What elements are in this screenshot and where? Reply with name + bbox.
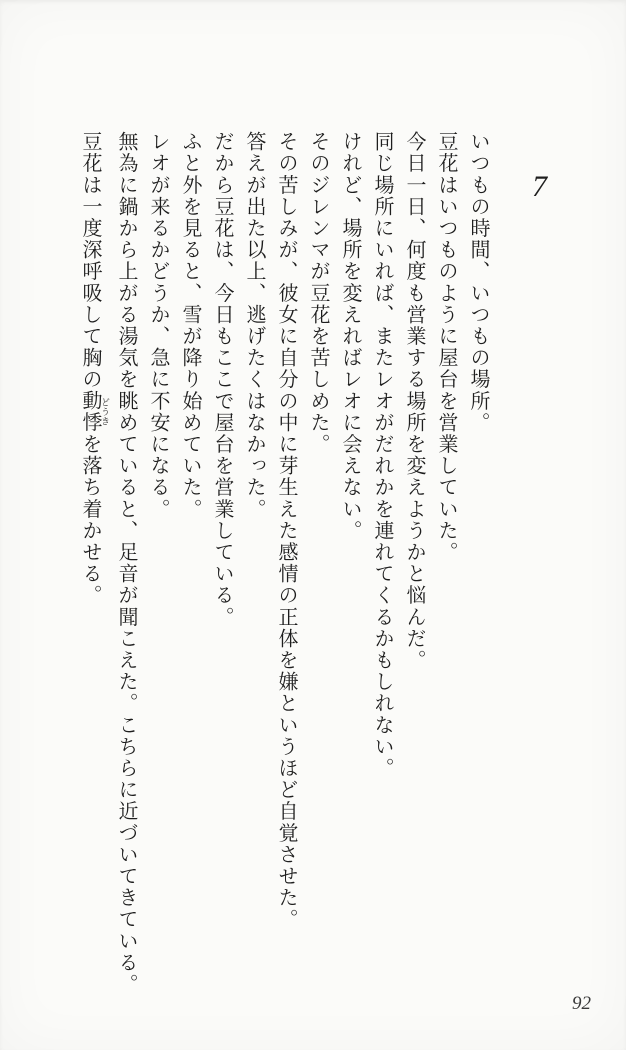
ruby-word <box>79 390 110 434</box>
paragraph: 今日一日、何度も営業する場所を変えようかと悩んだ。 <box>403 131 425 671</box>
paragraph: 同じ場所にいれば、またレオがだれかを連れてくるかもしれない。 <box>371 131 393 779</box>
paragraph: その苦しみが、彼女に自分の中に芽生えた感情の正体を嫌というほど自覚させた。 <box>275 131 297 931</box>
paragraph: 答えが出た以上、逃げたくはなかった。 <box>243 131 265 520</box>
paragraph: レオが来るかどうか、急に不安になる。 <box>147 131 169 520</box>
paragraph: ふと外を見ると、雪が降り始めていた。 <box>179 131 201 520</box>
ruby-base: 動悸 <box>79 390 101 434</box>
ruby-annotation: どうき <box>100 390 110 434</box>
ruby-pre-text: 豆花は一度深呼吸して胸の <box>79 131 101 391</box>
paragraph: けれど、場所を変えればレオに会えない。 <box>339 131 361 542</box>
body-text <box>74 131 494 1036</box>
chapter-number: 7 <box>532 170 547 203</box>
ruby-post-text: を落ち着かせる。 <box>79 433 101 607</box>
paragraph: 無為に鍋から上がる湯気を眺めていると、足音が聞こえた。こちらに近づいてきている。 <box>115 131 137 995</box>
paragraph: 豆花はいつものように屋台を営業していた。 <box>435 131 457 563</box>
paragraph: そのジレンマが豆花を苦しめた。 <box>307 131 329 455</box>
paragraph: いつもの時間、いつもの場所。 <box>467 131 489 434</box>
paragraph: だから豆花は、今日もここで屋台を営業している。 <box>211 131 233 628</box>
page-number: 92 <box>572 993 591 1014</box>
paragraph-with-ruby <box>74 131 110 1036</box>
